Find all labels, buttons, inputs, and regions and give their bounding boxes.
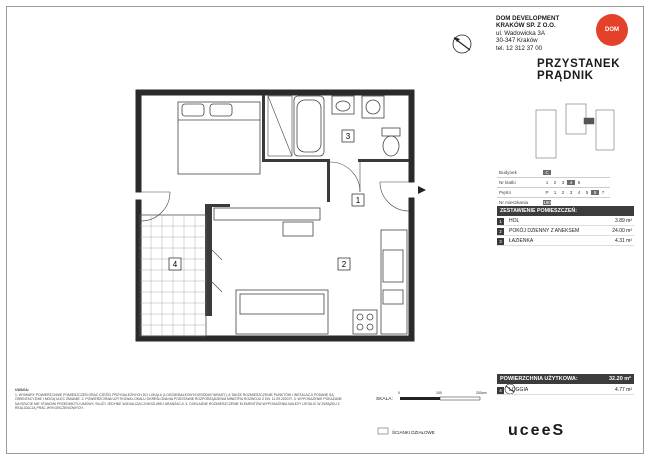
location-cell: 4 <box>567 180 575 185</box>
scale-bar <box>400 397 480 400</box>
scale-tick-0: 0 <box>398 391 400 395</box>
developer-name-2: KRAKÓW SP. Z O.O. <box>496 22 556 30</box>
svg-text:4: 4 <box>172 260 178 269</box>
developer-info <box>496 15 596 52</box>
svg-text:2: 2 <box>341 260 347 269</box>
location-cell: 5 <box>585 190 589 195</box>
scale-tick-200: 200cm <box>476 391 487 395</box>
location-cell: 3 <box>561 180 565 185</box>
room-label-3 <box>342 130 354 142</box>
project-name-2: PRĄDNIK <box>537 70 594 82</box>
room-row: 2 POKÓJ DZIENNY Z ANEKSEM 24.00 m² <box>497 227 634 236</box>
desk-icon <box>214 208 320 236</box>
location-cell: P <box>545 190 549 195</box>
stove-icon <box>353 310 377 334</box>
rooms-header: ZESTAWIENIE POMIESZCZEŃ: <box>497 206 634 216</box>
room-label-4 <box>169 258 181 270</box>
developer-street: ul. Wadowicka 3A <box>496 29 545 37</box>
notes-title: UWAGA: <box>15 388 30 392</box>
sofa-icon <box>236 290 328 334</box>
washing-machine-icon <box>362 96 384 118</box>
bed-icon <box>178 102 260 174</box>
location-cell: 3 <box>569 190 573 195</box>
walls-legend-label: ŚCIANKI DZIAŁOWE <box>392 430 435 435</box>
room-row: 3 ŁAZIENKA 4.31 m² <box>497 237 634 246</box>
brand-logo: uceeS <box>508 422 566 439</box>
location-row-label: Budynek <box>499 170 517 175</box>
room-label-2 <box>338 258 350 270</box>
usable-area-bar <box>497 374 634 384</box>
sink-icon <box>332 96 354 114</box>
notes-text: 1. WYMIARY POWIERZCHNIE POMIESZCZEŃ ORAZ CZĘŚCI PRZYNALEŻNYCH DO LOKALU (LOGGIE/BALKONY/OGRÓDKI/TARASY), A TAKŻE ROZMIESZCZENIE PUNKTÓW I INSTALACJI PODANE SĄ ORIENTACYJNIE I MOGĄ ULEC ZMIANIE. 2. POWIERZCHNIA UŻYTKOWA LOKALU OKREŚLONA NA PODSTAWIE ROZPORZĄDZENIA MINISTRA ROZWOJU Z DN. 11.09.2020 R. 3. WYPOSAŻENIE POKAZANE NA RZUCIE NIE STANOWI PRZEDMIOTU UMOWY, SŁUŻY JEDYNIE WIZUALIZACJI MOŻLIWEJ ARANŻACJI. 4. DOKŁADNE ROZMIESZCZENIE ELEMENTÓW WYPOSAŻENIA NALEŻY USTALIĆ W ZWIĄZKU Z REALIZACJĄ PRAC WYKOŃCZENIOWYCH. <box>15 392 342 411</box>
svg-text:1: 1 <box>355 196 361 205</box>
usable-area-value: 32.20 m² <box>608 376 631 382</box>
bathtub-icon <box>294 96 324 156</box>
bathroom-door-icon <box>330 162 360 192</box>
location-cell: C <box>543 170 551 175</box>
developer-city: 30-347 Kraków <box>496 37 538 45</box>
developer-logo: DOM <box>596 14 628 46</box>
internal-walls <box>205 95 409 316</box>
room-row-loggia: 4 LOGGIA 4.77 m² <box>497 386 634 395</box>
entry-door-icon <box>380 182 409 211</box>
location-cell: 5 <box>577 180 581 185</box>
north-arrow-icon <box>453 35 471 53</box>
svg-text:3: 3 <box>345 132 351 141</box>
toilet-icon <box>382 128 400 156</box>
scale-tick-100: 100 <box>436 391 442 395</box>
scale-label: SKALA: <box>376 397 393 402</box>
location-cell: 1 <box>553 190 557 195</box>
walls-legend-swatch <box>378 428 388 434</box>
developer-name-1: DOM DEVELOPMENT <box>496 15 560 22</box>
project-logo <box>537 58 620 82</box>
location-row-label: Piętro <box>499 190 512 195</box>
room-label-1 <box>352 194 364 206</box>
location-cell: 1 <box>545 180 549 185</box>
kitchen-counter-icon <box>381 230 407 334</box>
location-cell: 2 <box>553 180 557 185</box>
location-row <box>497 168 610 178</box>
project-name-1: PRZYSTANEK <box>537 58 621 70</box>
shower-area-icon <box>268 96 292 156</box>
location-cell: 6 <box>591 190 599 195</box>
location-cell: 7 <box>601 190 605 195</box>
usable-area-label: POWIERZCHNIA UŻYTKOWA: <box>500 376 578 382</box>
developer-phone: tel. 12 312 37 00 <box>496 44 543 52</box>
location-row <box>497 188 610 198</box>
location-row <box>497 178 610 188</box>
location-row-label: Nr mieszkania <box>499 200 529 205</box>
building-location-map <box>536 104 614 158</box>
location-row-label: Nr klatki <box>499 180 516 185</box>
loggia-area <box>140 215 206 336</box>
location-table <box>497 168 610 208</box>
location-cell: 4 <box>577 190 581 195</box>
entrance-arrow-icon <box>418 186 426 194</box>
room-row: 1 HOL 3.89 m² <box>497 217 634 226</box>
location-cell: 2 <box>561 190 565 195</box>
notes <box>15 388 345 411</box>
location-cell: 160 <box>543 200 551 205</box>
